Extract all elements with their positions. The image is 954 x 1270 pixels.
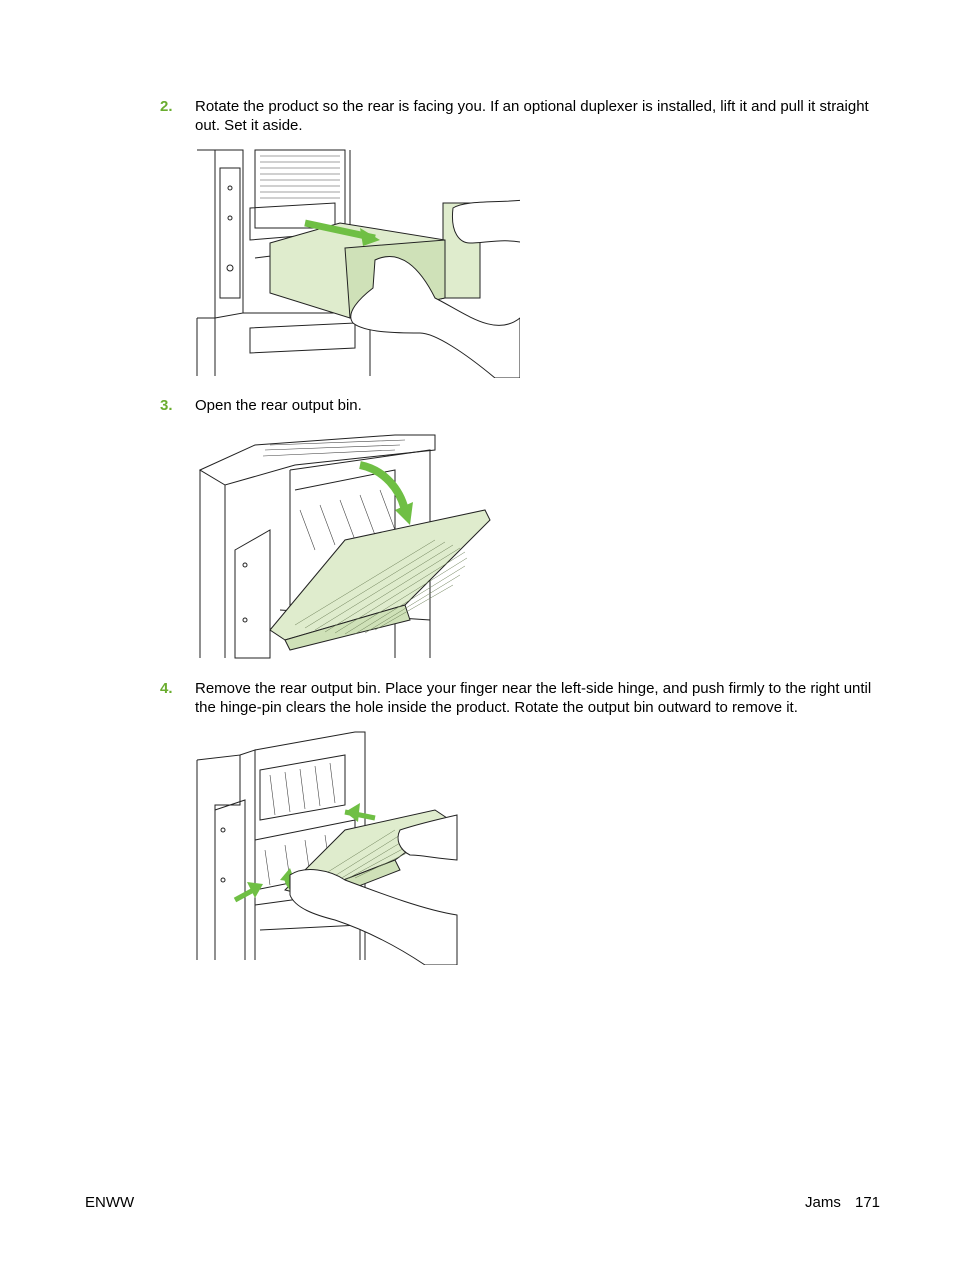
step-text: Rotate the product so the rear is facing you. If an optional duplexer is installed, lift it and pull it straight out. Set it aside.	[195, 98, 869, 134]
step-text: Open the rear output bin.	[195, 397, 362, 414]
step-number: 2.	[160, 98, 173, 115]
footer-page-number: 171	[855, 1194, 881, 1211]
remove-duplexer-illustration	[195, 148, 520, 378]
footer-section: Jams	[805, 1194, 841, 1211]
step-number: 4.	[160, 680, 173, 697]
open-rear-output-bin-illustration	[195, 430, 495, 660]
step-number: 3.	[160, 397, 173, 414]
footer-left: ENWW	[85, 1194, 135, 1211]
remove-rear-output-bin-illustration	[195, 730, 460, 965]
step-text: Remove the rear output bin. Place your finger near the left-side hinge, and push firmly to the right until the hinge-pin clears the hole inside the product. Rotate the output bin outward to remove it.	[195, 680, 872, 716]
